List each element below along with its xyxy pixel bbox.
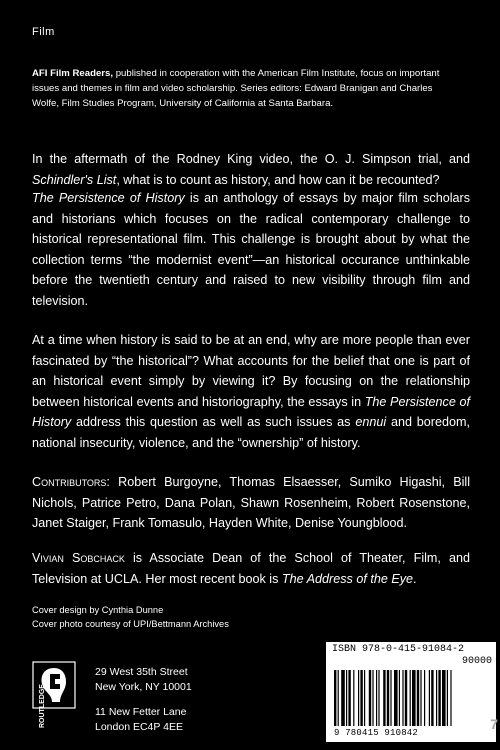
cover-design-credit: Cover design by Cynthia Dunne xyxy=(32,605,164,615)
barcode-bar xyxy=(412,670,416,726)
intro-text-a: In the aftermath of the Rodney King video, the O. J. Simpson trial, and xyxy=(32,152,470,166)
barcode-bar xyxy=(402,670,403,726)
barcode-bar xyxy=(450,670,451,726)
editor-bio-paragraph xyxy=(32,548,470,589)
intro-text-b: , what is to count as history, and how can it be recounted? xyxy=(116,172,440,187)
barcode-bar xyxy=(358,670,359,726)
question-paragraph xyxy=(32,330,470,453)
logo-wordmark: ROUTLEDGE xyxy=(39,684,46,728)
us-address-line2: New York, NY 10001 xyxy=(95,680,192,693)
barcode-bar xyxy=(353,670,354,726)
book-category: Film xyxy=(32,26,55,38)
barcode-bar xyxy=(417,670,419,726)
barcode-bar xyxy=(447,670,448,726)
barcode-bar xyxy=(424,670,425,726)
barcode-bar xyxy=(431,670,433,726)
publisher-address xyxy=(95,665,192,734)
isbn-number: ISBN 978-0-415-91084-2 xyxy=(332,644,465,655)
barcode-bar xyxy=(376,670,377,726)
barcode-bar xyxy=(387,670,389,726)
barcode-bar xyxy=(390,670,391,726)
barcode-bar xyxy=(348,670,350,726)
barcode-bar xyxy=(410,670,411,726)
barcode-bar xyxy=(341,670,345,726)
editor-bio-text-b: . xyxy=(413,571,417,586)
barcode-bar xyxy=(369,670,371,726)
cover-credits xyxy=(32,603,229,631)
contributors-paragraph xyxy=(32,472,470,534)
series-name: AFI Film Readers, xyxy=(32,68,114,79)
series-description xyxy=(32,66,462,111)
question-text-b: address this question as well as such issues as xyxy=(71,415,356,429)
barcode-bar xyxy=(334,670,336,726)
barcode-bar xyxy=(360,670,362,726)
intro-paragraph xyxy=(32,149,470,190)
intro-film-title: Schindler's List xyxy=(32,172,117,187)
book-title-ref-2: The Persistence of History xyxy=(32,394,470,429)
barcode-bar xyxy=(394,670,398,726)
barcode-bar xyxy=(338,670,339,726)
contributors-label: Contributors: xyxy=(32,475,110,489)
barcode-bar xyxy=(378,670,379,726)
question-text-a: At a time when history is said to be at an end, why are more people than ever fascinated by “the historical”? What accounts for the belief that one is part of an historical event simply by viewing it? By focusing on the relationship between historical events and historiography, the essays in xyxy=(32,333,470,409)
book-title-ref: The Persistence of History xyxy=(32,191,185,205)
ennui-word: ennui xyxy=(355,415,387,429)
barcode-bar xyxy=(442,670,446,726)
barcode-bars xyxy=(326,642,496,742)
us-address-line1: 29 West 35th Street xyxy=(95,666,188,678)
barcode-bar xyxy=(436,670,437,726)
barcode-bar xyxy=(399,670,400,726)
uk-address-line1: 11 New Fetter Lane xyxy=(95,706,187,718)
uk-address-line2: London EC4P 4EE xyxy=(95,720,183,733)
barcode-bar xyxy=(346,670,347,726)
barcode-bar xyxy=(420,670,421,726)
editor-name: Vivian Sobchack xyxy=(32,551,125,565)
barcode-bar xyxy=(364,670,365,726)
description-text: is an anthology of essays by major film scholars and historians which focuses on the radical contemporary challenge to historical representational film. This challenge is brought about by what the collection terms “the modernist event”—an historical occurance unthinkable before the twentieth century and raised to new visibility through film and television. xyxy=(32,191,470,308)
barcode-bar xyxy=(429,670,430,726)
barcode-bar xyxy=(372,670,373,726)
isbn-barcode xyxy=(326,642,496,742)
barcode-digits: 9 780415 910842 xyxy=(334,728,419,738)
barcode-bar xyxy=(438,670,440,726)
contributors-names: Robert Burgoyne, Thomas Elsaesser, Sumiko Higashi, Bill Nichols, Patrice Petro, Dana Polan, Shawn Rosenheim, Robert Rosenstone, Janet Staiger, Frank Tomasulo, Hayden White, Denise Youngblood. xyxy=(32,475,470,530)
barcode-bar xyxy=(405,670,407,726)
description-paragraph xyxy=(32,188,470,311)
editor-book-title: The Address of the Eye xyxy=(281,571,414,586)
edge-mark: 7 xyxy=(490,716,498,732)
question-text-c: and boredom, national insecurity, violence, and the “ownership” of history. xyxy=(32,415,470,450)
barcode-bar xyxy=(383,670,385,726)
cover-photo-credit: Cover photo courtesy of UPI/Bettmann Archives xyxy=(32,619,229,629)
series-text: published in cooperation with the American Film Institute, focus on important issues and themes in film and video scholarship. Series editors: Edward Branigan and Charles Wolfe, Film Studies Program, University of California at Santa Barbara. xyxy=(32,68,440,109)
price-code: 90000 xyxy=(461,656,492,667)
editor-bio-text-a: is Associate Dean of the School of Theater, Film, and Television at UCLA. Her most recent book is xyxy=(32,551,470,586)
routledge-logo xyxy=(30,660,78,730)
